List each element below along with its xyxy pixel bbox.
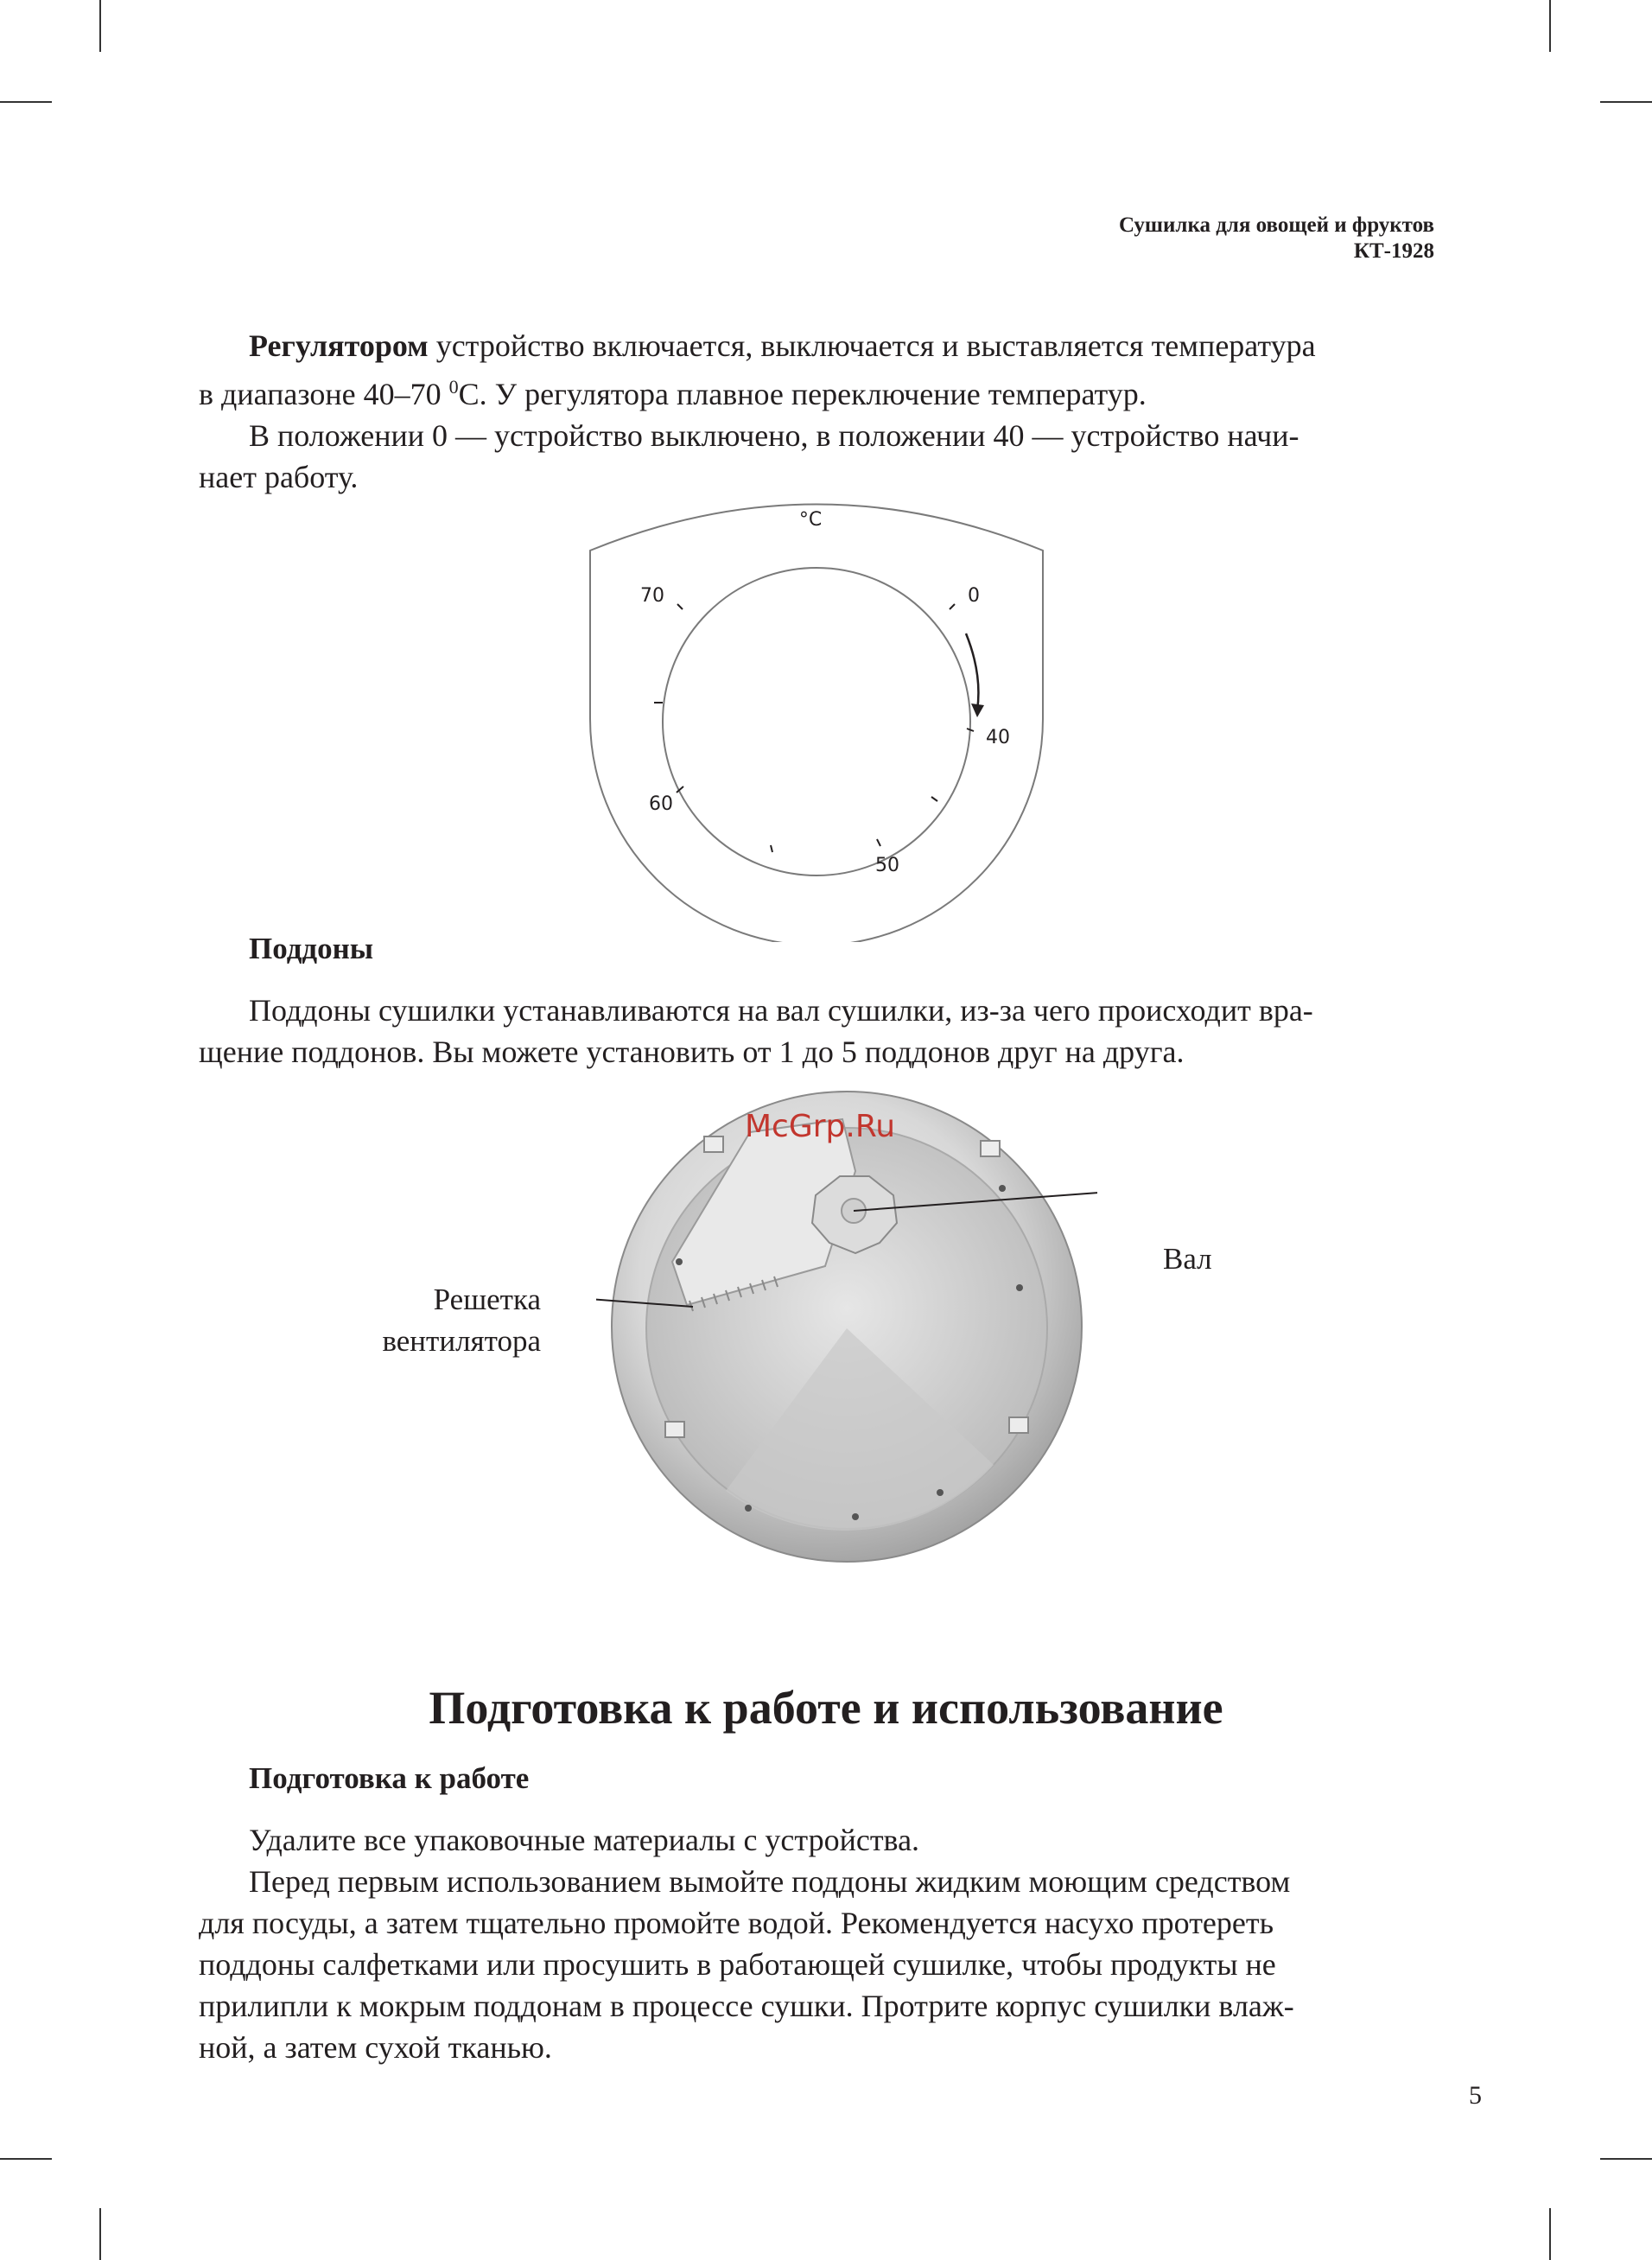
dial-tick	[967, 729, 974, 731]
dial-label-70: 70	[640, 585, 664, 607]
section-title: Подготовка к работе и использование	[429, 1682, 1223, 1734]
dial-label-50: 50	[875, 855, 899, 876]
header-model: КТ-1928	[1353, 239, 1434, 263]
shaft-label: Вал	[1163, 1242, 1212, 1276]
prep-text: Удалите все упаковочные материалы с устройства.	[249, 1823, 920, 1857]
watermark-text: McGrp.Ru	[745, 1109, 896, 1144]
crop-mark	[99, 0, 101, 52]
grille-label	[346, 1279, 541, 1362]
rim-latch	[981, 1141, 1000, 1156]
rim-hole	[937, 1489, 944, 1496]
trays-text: Поддоны сушилки устанавливаются на вал сушилки, из-за чего происходит вра-	[249, 993, 1313, 1028]
crop-mark	[1600, 2158, 1652, 2160]
thermostat-dial-diagram	[583, 493, 1050, 942]
dial-tick	[771, 845, 772, 852]
dial-tick	[950, 604, 955, 609]
rim-hole	[999, 1185, 1006, 1192]
running-header	[1119, 213, 1434, 264]
trays-heading: Поддоны	[249, 932, 374, 965]
prep-text: ной, а затем сухой тканью.	[199, 2030, 552, 2065]
page-number: 5	[1469, 2081, 1482, 2110]
crop-mark	[0, 2158, 52, 2160]
rim-hole	[745, 1505, 752, 1512]
prep-text: для посуды, а затем тщательно промойте водой. Рекомендуется насухо протереть	[199, 1906, 1274, 1940]
trays-text: щение поддонов. Вы можете установить от 1 до 5 поддонов друг на друга.	[199, 1035, 1185, 1069]
rim-hole	[852, 1513, 859, 1520]
prep-text: поддоны салфетками или просушить в работающей сушилке, чтобы продукты не	[199, 1947, 1276, 1982]
grille-label-line: вентилятора	[382, 1324, 541, 1358]
crop-mark	[0, 101, 52, 103]
crop-mark	[1549, 0, 1551, 52]
intro-paragraph	[199, 325, 1434, 498]
rotation-arrowhead	[971, 703, 984, 717]
intro-text: В положении 0 — устройство выключено, в положении 40 — устройство начи-	[249, 418, 1299, 453]
preparation-paragraph	[199, 1819, 1434, 2068]
dial-label-40: 40	[986, 727, 1010, 748]
header-title: Сушилка для овощей и фруктов	[1118, 213, 1434, 237]
trays-paragraph	[199, 990, 1434, 1073]
intro-text: нает работу.	[199, 460, 359, 494]
dial-label-0: 0	[968, 585, 980, 607]
dial-tick	[877, 839, 880, 846]
intro-term: Регулятором	[249, 328, 429, 363]
prep-text: прилипли к мокрым поддонам в процессе сушки. Протрите корпус сушилки влаж-	[199, 1989, 1294, 2023]
grille-label-line: Решетка	[433, 1283, 541, 1316]
intro-text: в диапазоне 40–70	[199, 377, 449, 411]
intro-text: устройство включается, выключается и выставляется температура	[428, 328, 1316, 363]
dial-knob-circle	[663, 568, 970, 875]
crop-mark	[1549, 2208, 1551, 2260]
dryer-base-photo	[596, 1085, 1097, 1569]
crop-mark	[1600, 101, 1652, 103]
rim-latch	[704, 1136, 723, 1152]
rim-hole	[676, 1258, 683, 1265]
crop-mark	[99, 2208, 101, 2260]
rim-latch	[1009, 1417, 1028, 1433]
intro-text: С. У регулятора плавное переключение температур.	[458, 377, 1147, 411]
dial-plate-outline	[590, 505, 1043, 943]
section-subheading: Подготовка к работе	[249, 1761, 530, 1795]
dial-unit-label: °C	[798, 509, 823, 531]
rim-latch	[665, 1422, 684, 1437]
prep-text: Перед первым использованием вымойте поддоны жидким моющим средством	[249, 1864, 1291, 1899]
dial-tick	[677, 604, 683, 609]
degree-superscript: 0	[448, 376, 459, 398]
dial-tick	[931, 797, 937, 801]
dial-label-60: 60	[649, 793, 673, 815]
rim-hole	[1016, 1284, 1023, 1291]
